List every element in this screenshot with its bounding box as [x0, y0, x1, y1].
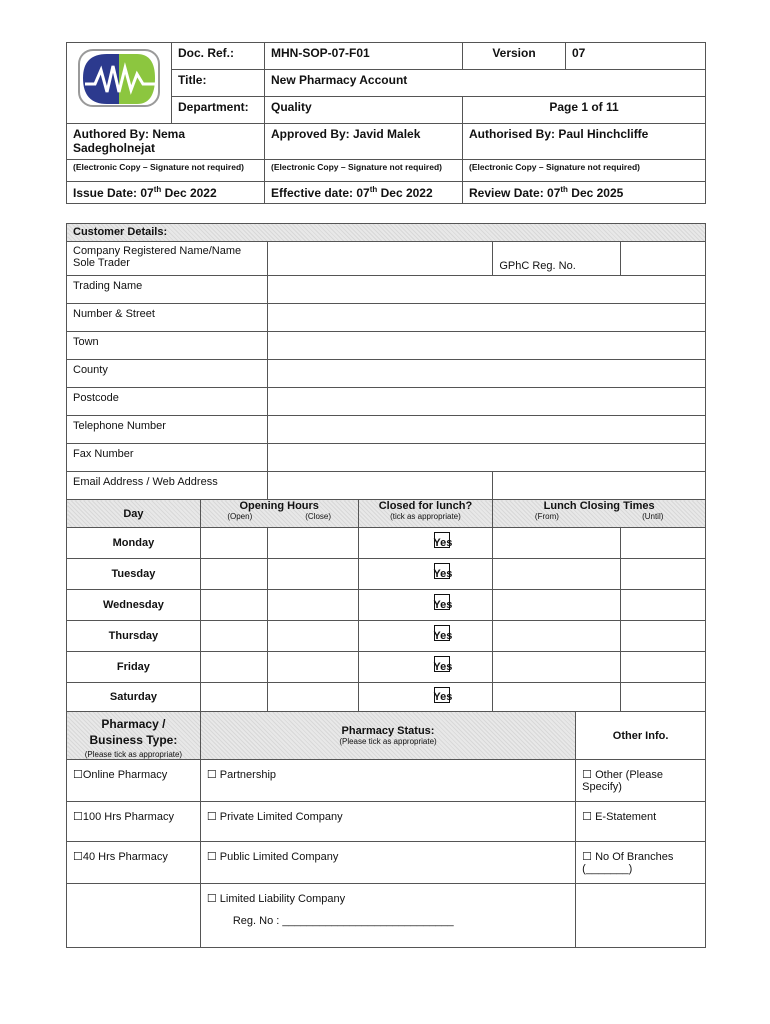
empty-other-cell	[576, 884, 706, 948]
monday-lunch-until[interactable]	[621, 528, 706, 559]
branches-option[interactable]: ☐ No Of Branches (_______)	[576, 842, 706, 884]
monday-lunch-from[interactable]	[493, 528, 621, 559]
company-name-label: Company Registered Name/Name Sole Trader	[67, 242, 268, 276]
department-value: Quality	[265, 97, 463, 124]
wednesday-close[interactable]	[267, 590, 358, 621]
checkbox-icon[interactable]	[434, 563, 450, 579]
wednesday-open[interactable]	[200, 590, 267, 621]
friday-lunch-from[interactable]	[493, 652, 621, 683]
new-account-form	[66, 223, 706, 948]
document-header	[66, 42, 706, 204]
close-subheader: (Close)	[305, 512, 332, 521]
e-statement-option[interactable]: ☐ E-Statement	[576, 802, 706, 842]
gphc-label: GPhC Reg. No.	[493, 242, 621, 276]
thursday-lunch-until[interactable]	[621, 621, 706, 652]
town-label: Town	[67, 332, 268, 360]
checkbox-icon[interactable]	[434, 594, 450, 610]
thursday-open[interactable]	[200, 621, 267, 652]
company-name-input[interactable]	[267, 242, 493, 276]
checkbox-icon[interactable]	[434, 687, 450, 703]
friday-lunch-yes[interactable]: Yes	[358, 652, 493, 683]
other-specify-option[interactable]: ☐ Other (Please Specify)	[576, 760, 706, 802]
postcode-label: Postcode	[67, 388, 268, 416]
open-subheader: (Open)	[227, 512, 253, 521]
gphc-input[interactable]	[621, 242, 706, 276]
tuesday-lunch-until[interactable]	[621, 559, 706, 590]
tuesday-open[interactable]	[200, 559, 267, 590]
company-logo	[77, 48, 161, 110]
street-label: Number & Street	[67, 304, 268, 332]
copy-note-2: (Electronic Copy – Signature not required)	[265, 160, 463, 182]
saturday-lunch-from[interactable]	[493, 683, 621, 712]
llc-option-cell[interactable]	[200, 884, 575, 948]
monday-close[interactable]	[267, 528, 358, 559]
saturday-open[interactable]	[200, 683, 267, 712]
other-info-header: Other Info.	[576, 712, 706, 760]
telephone-input[interactable]	[267, 416, 705, 444]
thursday-close[interactable]	[267, 621, 358, 652]
copy-note-3: (Electronic Copy – Signature not required)	[463, 160, 706, 182]
email-input[interactable]	[267, 472, 493, 500]
tuesday-lunch-yes[interactable]: Yes	[358, 559, 493, 590]
copy-note-1: (Electronic Copy – Signature not required)	[67, 160, 265, 182]
logo-cell	[67, 43, 172, 124]
review-date: Review Date: 07th Dec 2025	[463, 182, 706, 204]
street-input[interactable]	[267, 304, 705, 332]
until-subheader: (Until)	[642, 512, 664, 521]
private-limited-option[interactable]: ☐ Private Limited Company	[200, 802, 575, 842]
tuesday-lunch-from[interactable]	[493, 559, 621, 590]
day-thursday: Thursday	[67, 621, 201, 652]
opening-hours-header: Opening Hours (Open) (Close)	[200, 500, 358, 528]
doc-ref-label: Doc. Ref.:	[172, 43, 265, 70]
web-input[interactable]	[493, 472, 706, 500]
lunch-times-header: Lunch Closing Times (From) (Until)	[493, 500, 706, 528]
county-input[interactable]	[267, 360, 705, 388]
reg-no-field[interactable]: Reg. No : ____________________________	[232, 915, 454, 927]
postcode-input[interactable]	[267, 388, 705, 416]
trading-name-input[interactable]	[267, 276, 705, 304]
version-label: Version	[463, 43, 566, 70]
thursday-lunch-from[interactable]	[493, 621, 621, 652]
friday-lunch-until[interactable]	[621, 652, 706, 683]
saturday-lunch-until[interactable]	[621, 683, 706, 712]
wednesday-lunch-until[interactable]	[621, 590, 706, 621]
day-friday: Friday	[67, 652, 201, 683]
friday-close[interactable]	[267, 652, 358, 683]
town-input[interactable]	[267, 332, 705, 360]
approved-by: Approved By: Javid Malek	[265, 124, 463, 160]
wednesday-lunch-yes[interactable]: Yes	[358, 590, 493, 621]
fax-label: Fax Number	[67, 444, 268, 472]
day-header: Day	[67, 500, 201, 528]
from-subheader: (From)	[534, 512, 559, 521]
title-value: New Pharmacy Account	[265, 70, 706, 97]
day-tuesday: Tuesday	[67, 559, 201, 590]
issue-date: Issue Date: 07th Dec 2022	[67, 182, 265, 204]
title-label: Title:	[172, 70, 265, 97]
telephone-label: Telephone Number	[67, 416, 268, 444]
checkbox-icon[interactable]	[434, 625, 450, 641]
fax-input[interactable]	[267, 444, 705, 472]
saturday-lunch-yes[interactable]: Yes	[358, 683, 493, 712]
saturday-close[interactable]	[267, 683, 358, 712]
checkbox-icon[interactable]	[434, 532, 450, 548]
authorised-by: Authorised By: Paul Hinchcliffe	[463, 124, 706, 160]
email-label: Email Address / Web Address	[67, 472, 268, 500]
department-label: Department:	[172, 97, 265, 124]
wednesday-lunch-from[interactable]	[493, 590, 621, 621]
version-value: 07	[566, 43, 706, 70]
empty-type-cell	[67, 884, 201, 948]
county-label: County	[67, 360, 268, 388]
online-pharmacy-option[interactable]: ☐Online Pharmacy	[67, 760, 201, 802]
customer-details-title: Customer Details:	[67, 224, 706, 242]
lunch-header: Closed for lunch? (tick as appropriate)	[358, 500, 493, 528]
pharmacy-status-header: Pharmacy Status: (Please tick as appropriate)	[200, 712, 575, 760]
trading-name-label: Trading Name	[67, 276, 268, 304]
day-monday: Monday	[67, 528, 201, 559]
monday-lunch-yes[interactable]: Yes	[358, 528, 493, 559]
checkbox-icon[interactable]	[434, 656, 450, 672]
100-hrs-pharmacy-option[interactable]: ☐100 Hrs Pharmacy	[67, 802, 201, 842]
business-type-header: Pharmacy / Business Type: (Please tick as appropriate)	[67, 712, 201, 760]
day-saturday: Saturday	[67, 683, 201, 712]
doc-ref-value: MHN-SOP-07-F01	[265, 43, 463, 70]
effective-date: Effective date: 07th Dec 2022	[265, 182, 463, 204]
thursday-lunch-yes[interactable]: Yes	[358, 621, 493, 652]
monday-open[interactable]	[200, 528, 267, 559]
llc-option[interactable]: ☐ Limited Liability Company	[206, 893, 346, 905]
40-hrs-pharmacy-option[interactable]: ☐40 Hrs Pharmacy	[67, 842, 201, 884]
public-limited-option[interactable]: ☐ Public Limited Company	[200, 842, 575, 884]
partnership-option[interactable]: ☐ Partnership	[200, 760, 575, 802]
friday-open[interactable]	[200, 652, 267, 683]
day-wednesday: Wednesday	[67, 590, 201, 621]
authored-by: Authored By: Nema Sadegholnejat	[67, 124, 265, 160]
page-number: Page 1 of 11	[463, 97, 706, 124]
tuesday-close[interactable]	[267, 559, 358, 590]
